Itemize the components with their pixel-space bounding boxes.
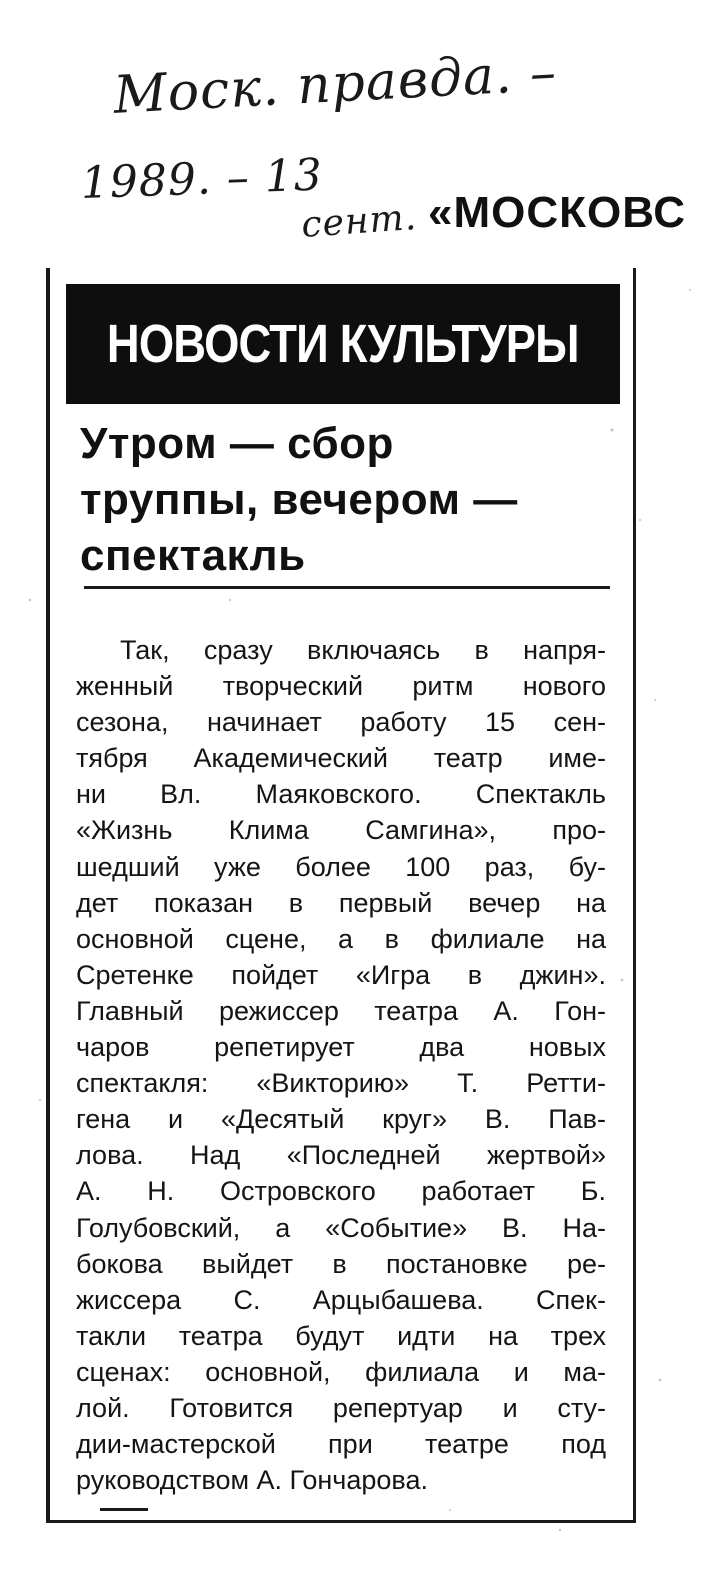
body-line: дет показан в первый вечер на bbox=[76, 887, 606, 918]
body-line: ни Вл. Маяковского. Спектакль bbox=[76, 779, 606, 810]
body-line: бокова выйдет в постановке ре- bbox=[76, 1248, 606, 1279]
body-line: основной сцене, а в филиале на bbox=[76, 923, 606, 954]
headline-line: спектакль bbox=[80, 531, 306, 580]
body-line: «Жизнь Клима Самгина», про- bbox=[76, 815, 606, 846]
body-line: сезона, начинает работу 15 сен- bbox=[76, 707, 606, 738]
newspaper-masthead: «МОСКОВС bbox=[428, 188, 687, 237]
body-line: руководством А. Гончарова. bbox=[76, 1465, 428, 1496]
body-line: дии-мастерской при театре под bbox=[76, 1429, 606, 1460]
handwritten-source-note-line1: Моск. правда. – bbox=[112, 42, 559, 126]
body-line: такли театра будут идти на трех bbox=[76, 1320, 606, 1351]
body-line: сценах: основной, филиала и ма- bbox=[76, 1356, 606, 1387]
headline-divider bbox=[84, 586, 610, 589]
body-line: тября Академический театр име- bbox=[76, 743, 606, 774]
body-line: лова. Над «Последней жертвой» bbox=[76, 1140, 606, 1171]
body-line: Сретенке пойдет «Игра в джин». bbox=[76, 959, 606, 990]
body-line: шедший уже более 100 раз, бу- bbox=[76, 851, 606, 882]
handwritten-source-note-line2: 1989. – 13 bbox=[80, 149, 324, 209]
body-line: жиссера С. Арцыбашева. Спек- bbox=[76, 1284, 606, 1315]
end-mark-rule bbox=[100, 1508, 148, 1511]
rubric-title: НОВОСТИ КУЛЬТУРЫ bbox=[107, 314, 579, 374]
handwritten-source-note-line3: сент. bbox=[300, 196, 419, 246]
body-line: гена и «Десятый круг» В. Пав- bbox=[76, 1104, 606, 1135]
body-line: Так, сразу включаясь в напря- bbox=[120, 635, 606, 665]
article-body bbox=[76, 632, 606, 1498]
body-line: Главный режиссер театра А. Гон- bbox=[76, 995, 606, 1026]
headline-line: Утром — сбор bbox=[80, 419, 394, 468]
body-line: лой. Готовится репертуар и сту- bbox=[76, 1392, 606, 1423]
body-line: спектакля: «Викторию» Т. Ретти- bbox=[76, 1068, 606, 1099]
body-line: чаров репетирует два новых bbox=[76, 1032, 606, 1063]
body-line: Голубовский, а «Событие» В. На- bbox=[76, 1212, 606, 1243]
body-line: женный творческий ритм нового bbox=[76, 671, 606, 702]
article-headline bbox=[80, 416, 620, 584]
body-line: А. Н. Островского работает Б. bbox=[76, 1176, 606, 1207]
rubric-banner bbox=[66, 284, 620, 404]
headline-line: труппы, вечером — bbox=[80, 475, 518, 524]
